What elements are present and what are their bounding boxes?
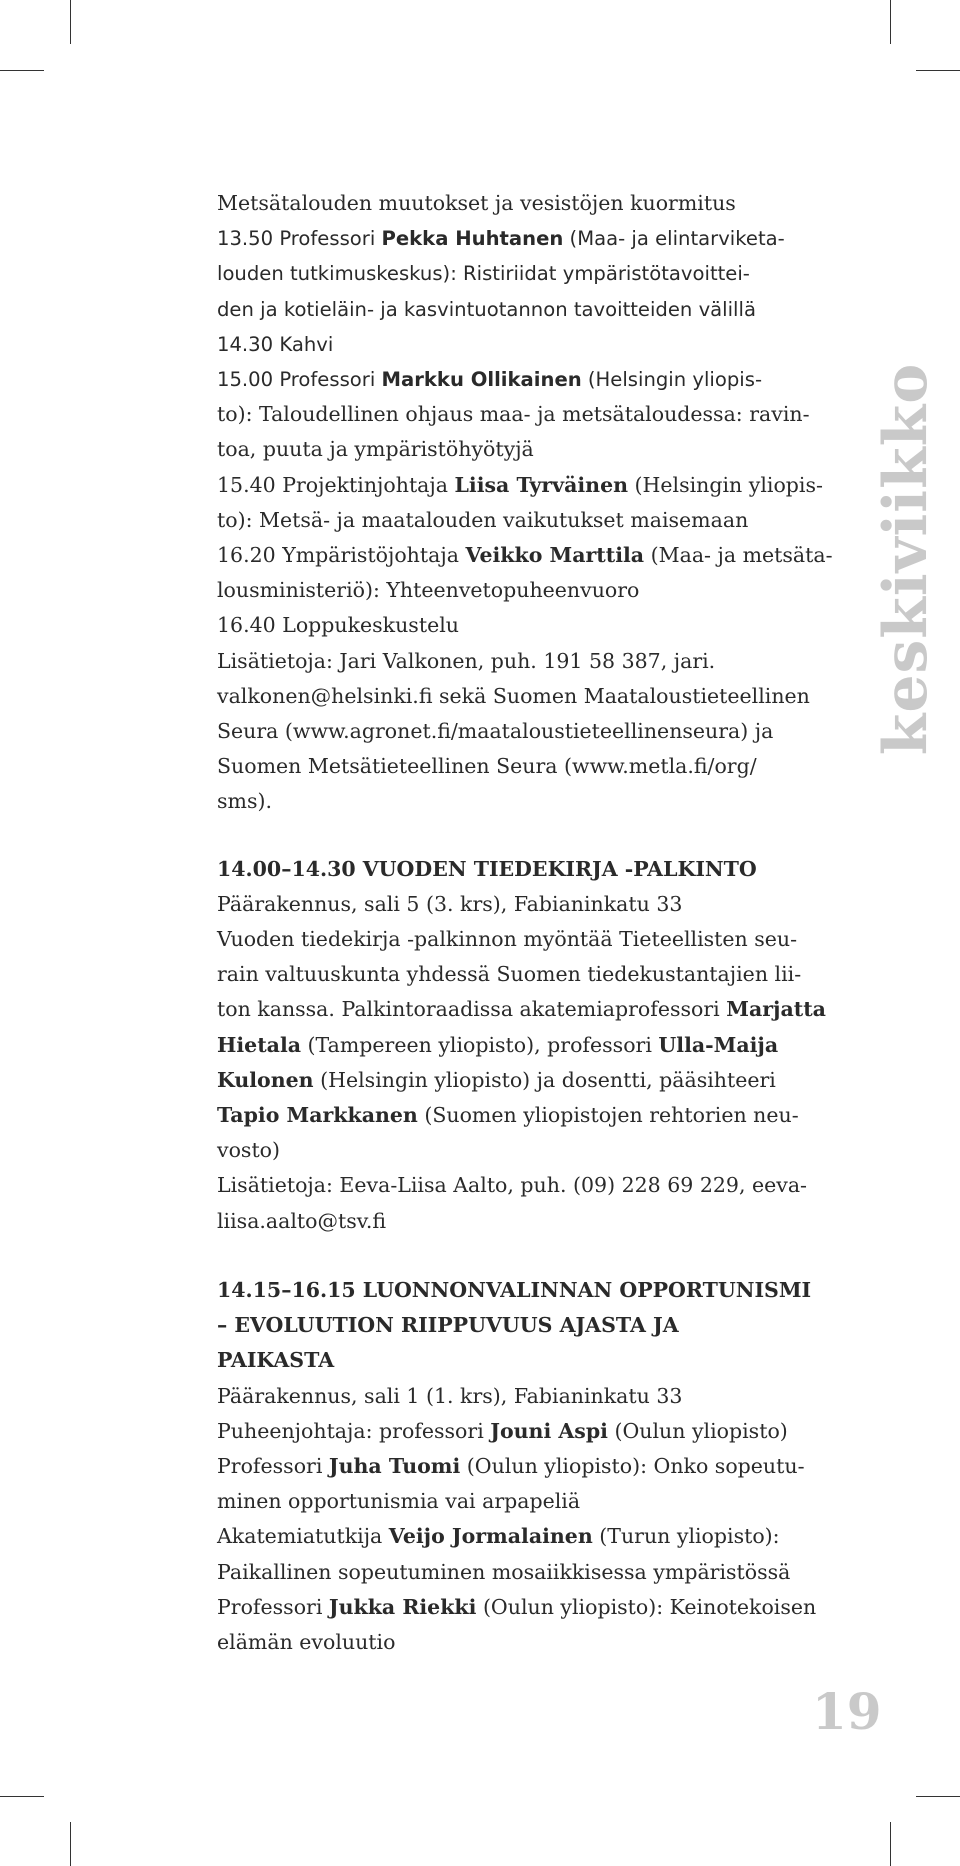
contact-info: liisa.aalto@tsv.fi [217,1208,387,1233]
program-line: Puheenjohtaja: professori Jouni Aspi (Oulun yliopisto) [217,1418,788,1443]
speaker-name: Markku Ollikainen [381,368,582,392]
crop-mark-top-right [890,0,891,44]
speaker-name: Liisa Tyrväinen [454,472,629,497]
venue-line: Päärakennus, sali 1 (1. krs), Fabianinkatu 33 [217,1383,683,1408]
program-line: 13.50 Professori Pekka Huhtanen (Maa- ja elintarviketa- [217,227,785,251]
contact-info: Lisätietoja: Eeva-Liisa Aalto, puh. (09) 228 69 229, eeva- [217,1173,807,1198]
program-line: lousministeriö): Yhteenvetopuheenvuoro [217,578,640,603]
speaker-name: Veijo Jormalainen [388,1524,593,1549]
speaker-name: Juha Tuomi [328,1453,461,1478]
program-line: den ja kotieläin- ja kasvintuotannon tavoitteiden välillä [217,297,756,321]
crop-mark-top-left [70,0,71,44]
section-heading: – EVOLUUTION RIIPPUVUUS AJASTA JA [217,1313,679,1338]
person-name: Tapio Markkanen [217,1103,418,1128]
program-line: 16.40 Loppukeskustelu [217,613,459,638]
description-line: vosto) [217,1138,281,1163]
program-line: 14.30 Kahvi [217,332,334,356]
weekday-label: keskiviikko [871,362,941,756]
section-book-award [217,852,826,1239]
program-line: Professori Juha Tuomi (Oulun yliopisto): Onko sopeutu- [217,1453,805,1478]
speaker-name: Veikko Marttila [465,543,645,568]
speaker-name: Jouni Aspi [490,1418,608,1443]
person-name: Kulonen [217,1067,314,1092]
section-forestry-program [217,186,833,820]
program-line: 15.40 Projektinjohtaja Liisa Tyrväinen (Helsingin yliopis- [217,472,823,497]
program-line: Akatemiatutkija Veijo Jormalainen (Turun yliopisto): [217,1524,780,1549]
contact-info: valkonen@helsinki.fi sekä Suomen Maataloustieteellinen [217,683,810,708]
description-line: rain valtuuskunta yhdessä Suomen tiedekustantajien lii- [217,962,802,987]
program-line: louden tutkimuskeskus): Ristiriidat ympäristötavoittei- [217,262,750,286]
program-line: Professori Jukka Riekki (Oulun yliopisto): Keinotekoisen [217,1594,817,1619]
speaker-name: Jukka Riekki [328,1594,477,1619]
program-line: Paikallinen sopeutuminen mosaiikkisessa ympäristössä [217,1559,791,1584]
person-name: Marjatta [726,997,826,1022]
page-number: 19 [812,1682,882,1741]
crop-mark-top-right-h [916,70,960,71]
program-line: Metsätalouden muutokset ja vesistöjen kuormitus [217,191,736,215]
person-name: Ulla-Maija [658,1032,779,1057]
program-line: to): Metsä- ja maatalouden vaikutukset maisemaan [217,507,749,532]
venue-line: Päärakennus, sali 5 (3. krs), Fabianinkatu 33 [217,891,683,916]
description-line: ton kanssa. Palkintoraadissa akatemiaprofessori Marjatta [217,997,826,1022]
crop-mark-bottom-left-h [0,1796,44,1797]
crop-mark-bottom-left [70,1822,71,1866]
speaker-name: Pekka Huhtanen [381,227,564,251]
section-natural-selection [217,1273,817,1660]
description-line: Vuoden tiedekirja -palkinnon myöntää Tieteellisten seu- [217,927,798,952]
crop-mark-top-left-h [0,70,44,71]
contact-info: sms). [217,789,272,814]
description-line: Kulonen (Helsingin yliopisto) ja dosentti, pääsihteeri [217,1067,776,1092]
section-heading: 14.00–14.30 VUODEN TIEDEKIRJA -PALKINTO [217,856,757,881]
contact-info: Suomen Metsätieteellinen Seura (www.metla.fi/org/ [217,754,757,779]
section-heading: 14.15–16.15 LUONNONVALINNAN OPPORTUNISMI [217,1277,812,1302]
description-line: Tapio Markkanen (Suomen yliopistojen rehtorien neu- [217,1103,799,1128]
section-heading: PAIKASTA [217,1348,335,1373]
person-name: Hietala [217,1032,302,1057]
contact-info: Seura (www.agronet.fi/maataloustieteellinenseura) ja [217,719,774,744]
program-line: 16.20 Ympäristöjohtaja Veikko Marttila (Maa- ja metsäta- [217,543,833,568]
weekday-vertical-title [866,362,946,756]
crop-mark-bottom-right-h [916,1796,960,1797]
contact-info: Lisätietoja: Jari Valkonen, puh. 191 58 387, jari. [217,648,716,673]
program-line: to): Taloudellinen ohjaus maa- ja metsätaloudessa: ravin- [217,402,810,427]
program-line: 15.00 Professori Markku Ollikainen (Helsingin yliopis- [217,368,763,392]
program-line: minen opportunismia vai arpapeliä [217,1489,581,1514]
program-line: toa, puuta ja ympäristöhyötyjä [217,437,534,462]
page-content [217,186,833,1660]
program-line: elämän evoluutio [217,1629,396,1654]
crop-mark-bottom-right [890,1822,891,1866]
description-line: Hietala (Tampereen yliopisto), professori Ulla-Maija [217,1032,779,1057]
